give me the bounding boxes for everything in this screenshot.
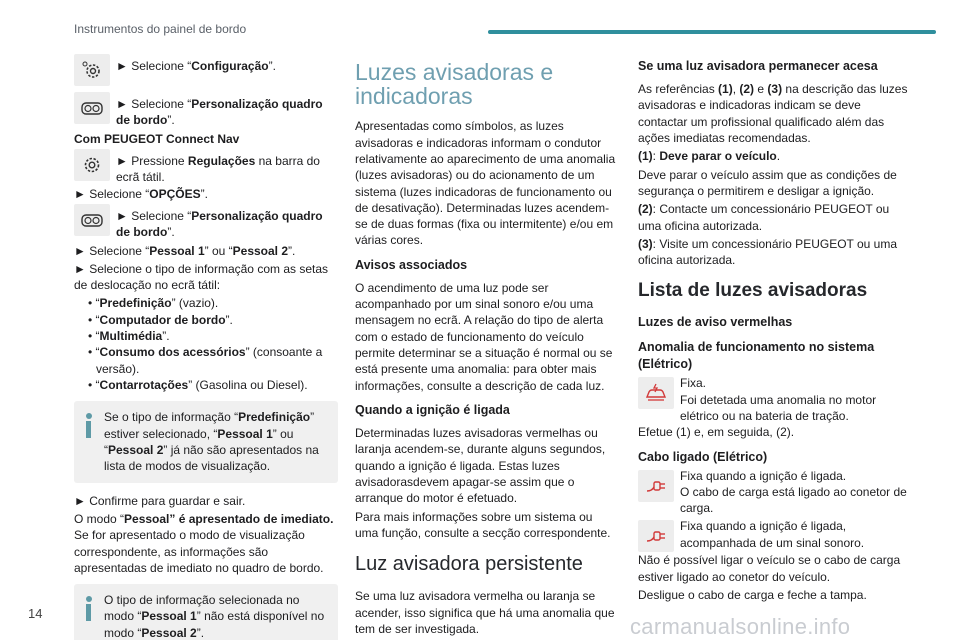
cabo-2-action: Desligue o cabo de carga e feche a tampa. (638, 588, 867, 603)
connect-nav-heading: Com PEUGEOT Connect Nav (74, 131, 240, 146)
dashboard-gauges-icon (74, 92, 110, 124)
heading-permanecer: Se uma luz avisadora permanecer acesa (638, 59, 878, 73)
modo-pessoal-text: O modo “Pessoal” é apresentado de imediato. Se for apresentado o modo de visualização correspondente, as informações são apresentadas de imediato no quadro de bordo. (74, 511, 334, 575)
section-title-luzes: Luzes avisadoras e indicadoras (355, 59, 554, 110)
step-opcoes: ► Selecione “OPÇÕES”. (74, 186, 208, 201)
list-item: • “Predefinição” (vazio). (88, 296, 219, 311)
list-item: • “Computador de bordo”. (88, 312, 233, 327)
info-note-pessoal: O tipo de informação selecionada no modo “Pessoal 1” não está disponível no modo “Pessoal 2”. (74, 584, 338, 640)
heading-lista: Lista de luzes avisadoras (638, 280, 868, 302)
step-regulacoes: ► Pressione Regulações na barra do ecrã tátil. (74, 149, 338, 186)
running-header: Instrumentos do painel de bordo (74, 22, 247, 36)
step-personalizacao-2: ► Selecione “Personalização quadro de bordo”. (74, 204, 338, 241)
persistente-paragraph: Se uma luz avisadora vermelha ou laranja se acender, isso significa que há uma anomalia que tem de ser investigada. (355, 589, 615, 636)
gear-sparkle-icon (74, 54, 110, 86)
avisos-paragraph: O acendimento de uma luz pode ser acompanhado por um sinal sonoro e/ou uma mensagem no ecrã. A relação do tipo de alerta com o estado de funcionamento do veículo permite determinar se a situação é normal ou se está presente uma anomalia: para obter mais informações, consulte a descrição de cada luz. (355, 280, 613, 393)
charging-plug-icon (638, 520, 674, 552)
header-accent-bar (488, 30, 936, 34)
gear-icon (74, 149, 110, 181)
step-tipo-informacao: ► Selecione o tipo de informação com as setas de deslocação no ecrã tátil: (74, 261, 329, 293)
ignicao-paragraph: Determinadas luzes avisadoras vermelhas ou laranja acendem-se, durante alguns segundos, quando a ignição é ligada. Estas luzes avisadorasdevem apagar-se assim que o arranque do motor é efetuado. (355, 425, 606, 506)
reference-3: (3): Visite um concessionário PEUGEOT ou uma oficina autorizada. (638, 236, 898, 268)
heading-vermelhas: Luzes de aviso vermelhas (638, 315, 793, 330)
heading-persistente: Luz avisadora persistente (355, 553, 583, 576)
warning-cabo-1: Fixa quando a ignição é ligada. O cabo de carga está ligado ao conetor de carga. (638, 468, 908, 517)
list-item: • “Multimédia”. (88, 329, 170, 344)
step-configuracao: ► Selecione “Configuração”. (74, 54, 338, 86)
list-item: • “Consumo dos acessórios” (consoante a versão). (88, 345, 323, 376)
references-paragraph: As referências (1), (2) e (3) na descrição das luzes avisadoras e indicadoras indicam se deve contactar um profissional qualificado além das ações imediatas recomendadas. (638, 82, 908, 145)
charging-plug-icon (638, 470, 674, 502)
page-number: 14 (28, 606, 43, 621)
cabo-2-text: Não é possível ligar o veículo se o cabo de carga estiver ligado ao conetor do veículo. (638, 553, 901, 584)
reference-1-text: Deve parar o veículo assim que as condições de segurança o permitirem e desligar a ignição. (638, 167, 897, 198)
warning-cabo-2: Fixa quando a ignição é ligada, acompanhada de um sinal sonoro. (638, 518, 908, 552)
dashboard-gauges-icon (74, 204, 110, 236)
intro-paragraph: Apresentadas como símbolos, as luzes avisadoras e indicadoras informam o condutor relativamente ao aparecimento de uma anomalia (luzes avisadoras) ou do acionamento de um sistema (luzes indicadoras de funcionamento ou de desativação). Determinadas luzes acendem-se de duas formas (fixa ou intermitente) e/ou em várias cores. (355, 119, 616, 248)
list-item: • “Contarrotações” (Gasolina ou Diesel). (88, 378, 308, 392)
step-pessoal: ► Selecione “Pessoal 1” ou “Pessoal 2”. (74, 243, 296, 258)
heading-cabo: Cabo ligado (Elétrico) (638, 449, 768, 464)
column-3 (638, 54, 908, 605)
electric-car-fault-icon (638, 377, 674, 409)
step-personalizacao: ► Selecione “Personalização quadro de bordo”. (74, 92, 338, 129)
reference-2: (2): Contacte um concessionário PEUGEOT ou uma oficina autorizada. (638, 202, 890, 233)
info-icon (84, 596, 94, 622)
ignicao-paragraph-2: Para mais informações sobre um sistema ou uma função, consulte a secção correspondente. (355, 509, 611, 540)
anomalia-action: Efetue (1) e, em seguida, (2). (638, 425, 795, 440)
warning-anomalia: Fixa. Foi detetada uma anomalia no motor elétrico ou na bateria de tração. (638, 375, 908, 424)
info-icon (84, 413, 94, 439)
watermark: carmanualsonline.info (630, 614, 851, 639)
step-confirm: ► Confirme para guardar e sair. (74, 493, 246, 508)
column-1 (74, 54, 338, 640)
info-note-predefinicao: Se o tipo de informação “Predefinição” estiver selecionado, “Pessoal 1” ou “Pessoal 2” já não são apresentados na lista de modos de visualização. (74, 401, 338, 482)
heading-anomalia: Anomalia de funcionamento no sistema (Elétrico) (638, 340, 875, 372)
heading-avisos: Avisos associados (355, 257, 468, 272)
reference-1: (1): Deve parar o veículo. (638, 149, 781, 164)
heading-ignicao: Quando a ignição é ligada (355, 402, 510, 417)
column-2 (355, 54, 619, 639)
info-type-list (74, 295, 338, 393)
